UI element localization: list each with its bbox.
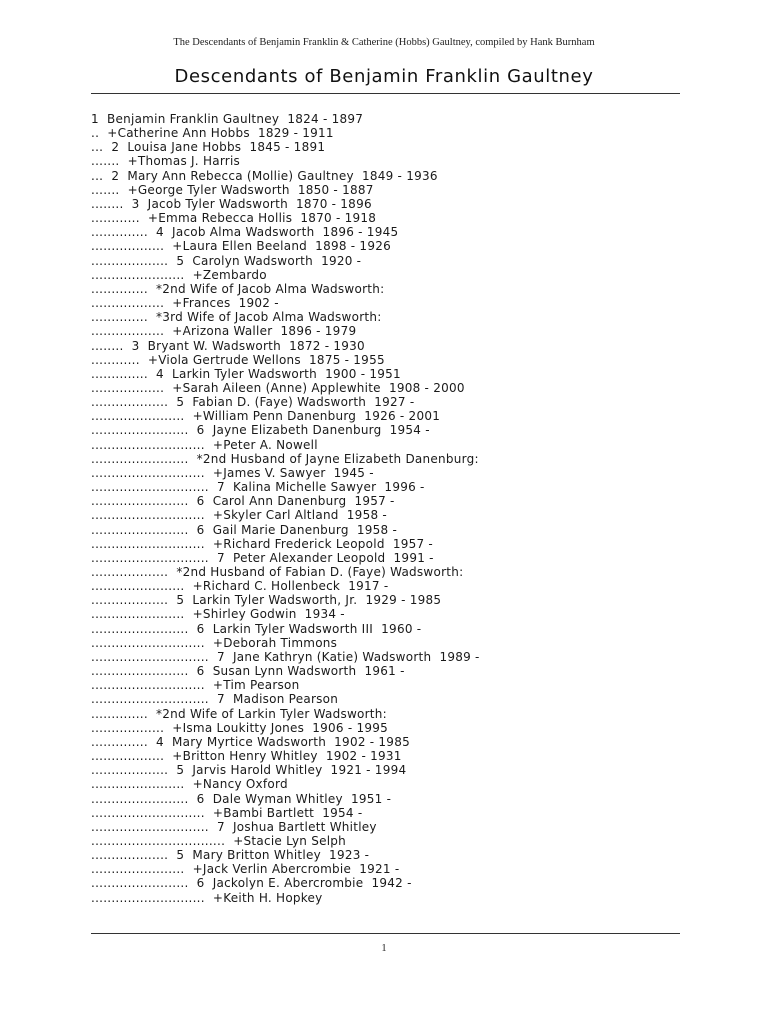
descendant-entry: .............. 4 Larkin Tyler Wadsworth 1900 - 1951 [91,366,401,381]
descendant-entry: .............. *3rd Wife of Jacob Alma Wadsworth: [91,310,382,325]
descendant-entry: ........................ 6 Carol Ann Danenburg 1957 - [91,494,395,509]
descendant-entry: .............. 4 Mary Myrtice Wadsworth 1902 - 1985 [91,734,410,749]
descendant-entry: ............................. 7 Joshua Bartlett Whitley [91,819,377,834]
descendant-entry: ............................ +Skyler Carl Altland 1958 - [91,508,387,523]
descendant-entry: ........................ 6 Susan Lynn Wadsworth 1961 - [91,664,405,679]
descendant-entry: .................. +Sarah Aileen (Anne) Applewhite 1908 - 2000 [91,380,465,395]
running-header: The Descendants of Benjamin Franklin & Catherine (Hobbs) Gaultney, compiled by Hank Burnham [173,37,595,48]
descendant-entry: .............. *2nd Wife of Larkin Tyler Wadsworth: [91,706,387,721]
descendant-entry: ................... *2nd Husband of Fabian D. (Faye) Wadsworth: [91,565,464,579]
descendant-entry: ................... 5 Fabian D. (Faye) Wadsworth 1927 - [91,395,415,410]
descendant-entry: .............. *2nd Wife of Jacob Alma Wadsworth: [91,281,385,296]
descendant-entry: ........................ 6 Jayne Elizabeth Danenburg 1954 - [91,423,430,438]
descendant-entry: ................... 5 Carolyn Wadsworth 1920 - [91,253,362,268]
descendant-entry: ............................ +Deborah Timmons [91,635,338,650]
descendant-entry: ........................ 6 Dale Wyman Whitley 1951 - [91,791,392,806]
page-number: 1 [381,943,387,954]
descendant-entry: .................. +Arizona Waller 1896 - 1979 [91,324,357,339]
descendant-entry: ....................... +William Penn Danenburg 1926 - 2001 [91,409,441,424]
descendant-entry: ............................. 7 Kalina Michelle Sawyer 1996 - [91,480,425,495]
descendant-entry: .............. 4 Jacob Alma Wadsworth 1896 - 1945 [91,225,399,240]
document-title: Descendants of Benjamin Franklin Gaultney [174,66,594,87]
descendant-entry: ................... 5 Mary Britton Whitley 1923 - [91,848,370,863]
descendant-entry: ............................. 7 Peter Alexander Leopold 1991 - [91,550,434,565]
descendant-entry: ............................ +Bambi Bartlett 1954 - [91,805,363,820]
title-divider [91,93,680,94]
descendant-entry: ........ 3 Jacob Tyler Wadsworth 1870 - 1896 [91,196,372,211]
descendant-entry: ............................ +Tim Pearson [91,678,300,693]
descendant-entry: ................... 5 Jarvis Harold Whitley 1921 - 1994 [91,763,407,778]
descendant-entry: ............................ +James V. Sawyer 1945 - [91,465,374,480]
descendant-entry: 1 Benjamin Franklin Gaultney 1824 - 1897 [91,112,364,126]
descendant-entry: .................. +Isma Loukitty Jones 1906 - 1995 [91,720,389,735]
descendant-entry: ................... 5 Larkin Tyler Wadsworth, Jr. 1929 - 1985 [91,593,442,608]
descendant-entry: ................................. +Stacie Lyn Selph [91,833,347,848]
descendant-entry: ............................ +Peter A. Nowell [91,437,318,452]
descendant-entry: ........................ 6 Jackolyn E. Abercrombie 1942 - [91,876,412,891]
descendant-list [91,112,691,905]
descendant-entry: ............................. 7 Madison Pearson [91,692,339,707]
descendant-entry: ....... +George Tyler Wadsworth 1850 - 1887 [91,182,374,197]
descendant-entry: ........................ 6 Gail Marie Danenburg 1958 - [91,522,398,537]
descendant-entry: ........ 3 Bryant W. Wadsworth 1872 - 1930 [91,338,365,353]
descendant-entry: ........................ 6 Larkin Tyler Wadsworth III 1960 - [91,621,422,636]
descendant-entry: ............................ +Keith H. Hopkey [91,890,323,905]
descendant-entry: ............ +Emma Rebecca Hollis 1870 - 1918 [91,211,377,226]
descendant-entry: ... 2 Mary Ann Rebecca (Mollie) Gaultney 1849 - 1936 [91,168,438,183]
descendant-entry: .................. +Britton Henry Whitley 1902 - 1931 [91,749,402,764]
descendant-entry: ........................ *2nd Husband of Jayne Elizabeth Danenburg: [91,451,479,466]
descendant-entry: ............ +Viola Gertrude Wellons 1875 - 1955 [91,352,385,367]
descendant-entry: .................. +Frances 1902 - [91,296,279,311]
descendant-entry: ....................... +Richard C. Hollenbeck 1917 - [91,579,389,594]
descendant-entry: ... 2 Louisa Jane Hobbs 1845 - 1891 [91,140,326,155]
footer-divider [91,933,680,934]
descendant-entry: ....... +Thomas J. Harris [91,154,241,169]
descendant-entry: .. +Catherine Ann Hobbs 1829 - 1911 [91,126,334,141]
descendant-entry: ....................... +Jack Verlin Abercrombie 1921 - [91,862,400,877]
descendant-entry: ....................... +Nancy Oxford [91,777,288,792]
descendant-entry: ............................. 7 Jane Kathryn (Katie) Wadsworth 1989 - [91,649,480,664]
descendant-entry: ....................... +Shirley Godwin 1934 - [91,607,345,622]
descendant-entry: ............................ +Richard Frederick Leopold 1957 - [91,536,434,551]
descendant-entry: .................. +Laura Ellen Beeland 1898 - 1926 [91,239,391,254]
descendant-entry: ....................... +Zembardo [91,267,267,282]
